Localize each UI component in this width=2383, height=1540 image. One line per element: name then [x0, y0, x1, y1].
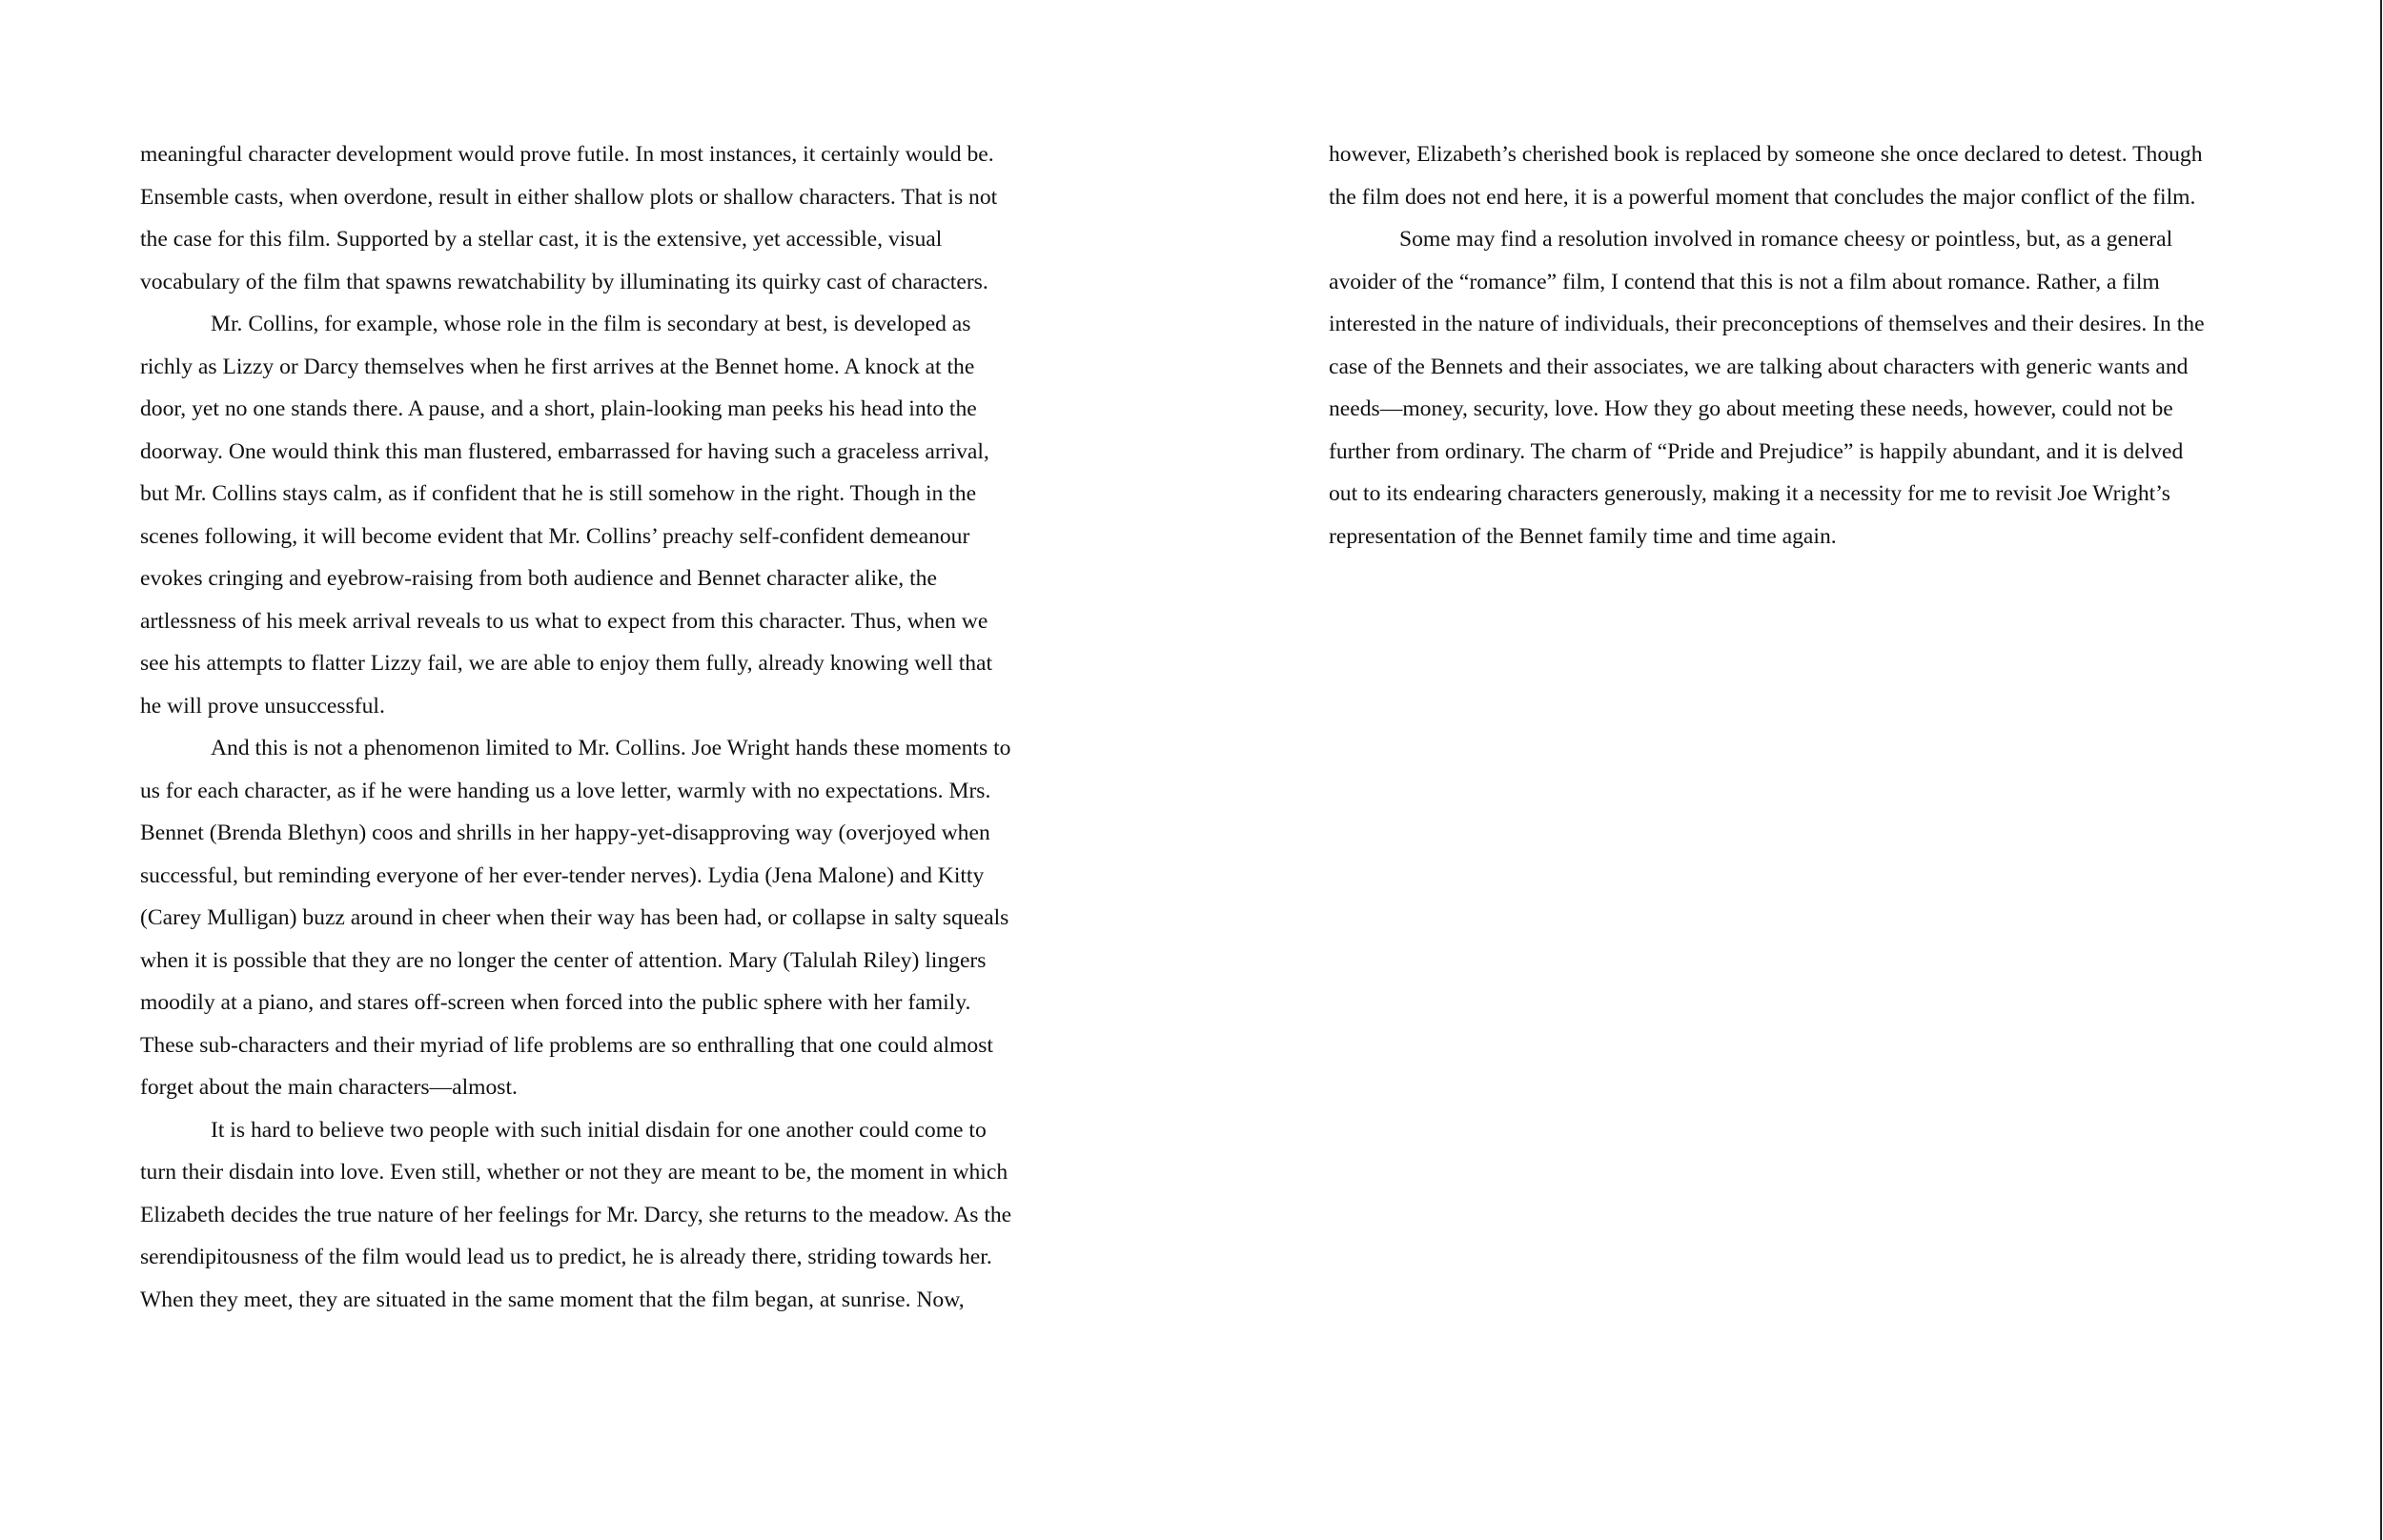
text-line: doorway. One would think this man flustered, embarrassed for having such a graceless arrival,: [140, 438, 989, 464]
text-line: door, yet no one stands there. A pause, and a short, plain-looking man peeks his head into the: [140, 396, 977, 421]
left-text-column: [140, 133, 1055, 1321]
text-line: serendipitousness of the film would lead us to predict, he is already there, striding towards her.: [140, 1245, 992, 1269]
text-line: artlessness of his meek arrival reveals to us what to expect from this character. Thus, when we: [140, 608, 988, 634]
text-line: meaningful character development would prove futile. In most instances, it certainly would be.: [140, 142, 994, 167]
text-line: Bennet (Brenda Blethyn) coos and shrills in her happy-yet-disapproving way (overjoyed when: [140, 821, 990, 845]
text-line: vocabulary of the film that spawns rewatchability by illuminating its quirky cast of characters.: [140, 269, 988, 294]
text-line: avoider of the “romance” film, I contend that this is not a film about romance. Rather, a film: [1329, 269, 2160, 294]
text-line: see his attempts to flatter Lizzy fail, we are able to enjoy them fully, already knowing well that: [140, 651, 993, 676]
text-line: he will prove unsuccessful.: [140, 693, 385, 719]
text-line: Ensemble casts, when overdone, result in either shallow plots or shallow characters. That is not: [140, 184, 998, 210]
text-line: When they meet, they are situated in the same moment that the film began, at sunrise. Now,: [140, 1287, 965, 1312]
text-line: however, Elizabeth’s cherished book is replaced by someone she once declared to detest. Though: [1329, 142, 2203, 167]
paragraph-first-line: And this is not a phenomenon limited to Mr. Collins. Joe Wright hands these moments to: [211, 736, 1011, 760]
text-line: the case for this film. Supported by a stellar cast, it is the extensive, yet accessible, visual: [140, 227, 943, 252]
paragraph-first-line: Mr. Collins, for example, whose role in the film is secondary at best, is developed as: [211, 312, 971, 336]
text-line: but Mr. Collins stays calm, as if confident that he is still somehow in the right. Though in the: [140, 481, 977, 506]
text-line: case of the Bennets and their associates, we are talking about characters with generic wants and: [1329, 354, 2189, 379]
text-line: when it is possible that they are no longer the center of attention. Mary (Talulah Riley) lingers: [140, 947, 987, 973]
text-line: representation of the Bennet family time and time again.: [1329, 523, 1837, 549]
text-line: richly as Lizzy or Darcy themselves when he first arrives at the Bennet home. A knock at the: [140, 354, 975, 379]
text-line: evokes cringing and eyebrow-raising from both audience and Bennet character alike, the: [140, 566, 937, 591]
text-line: forget about the main characters—almost.: [140, 1075, 518, 1100]
text-line: scenes following, it will become evident that Mr. Collins’ preachy self-confident demeanour: [140, 523, 970, 549]
text-line: Elizabeth decides the true nature of her feelings for Mr. Darcy, she returns to the meadow. As the: [140, 1202, 1012, 1227]
text-line: successful, but reminding everyone of her ever-tender nerves). Lydia (Jena Malone) and Kitty: [140, 862, 985, 888]
paragraph-first-line: It is hard to believe two people with such initial disdain for one another could come to: [211, 1117, 987, 1143]
text-line: moodily at a piano, and stares off-screen when forced into the public sphere with her family.: [140, 990, 971, 1015]
text-line: turn their disdain into love. Even still, whether or not they are meant to be, the moment in which: [140, 1160, 1008, 1185]
page-edge-divider: [2380, 0, 2382, 1540]
right-text-column: [1329, 133, 2263, 557]
text-line: needs—money, security, love. How they go about meeting these needs, however, could not be: [1329, 396, 2173, 421]
text-line: (Carey Mulligan) buzz around in cheer when their way has been had, or collapse in salty squeals: [140, 905, 1009, 930]
text-line: further from ordinary. The charm of “Pride and Prejudice” is happily abundant, and it is delved: [1329, 438, 2184, 464]
text-line: the film does not end here, it is a powerful moment that concludes the major conflict of the film.: [1329, 184, 2196, 210]
text-line: These sub-characters and their myriad of life problems are so enthralling that one could almost: [140, 1032, 993, 1058]
paragraph-first-line: Some may find a resolution involved in romance cheesy or pointless, but, as a general: [1399, 227, 2173, 252]
text-line: out to its endearing characters generously, making it a necessity for me to revisit Joe Wright’s: [1329, 481, 2170, 506]
text-line: us for each character, as if he were handing us a love letter, warmly with no expectations. Mrs.: [140, 778, 991, 803]
text-line: interested in the nature of individuals, their preconceptions of themselves and their desires. In the: [1329, 312, 2205, 336]
